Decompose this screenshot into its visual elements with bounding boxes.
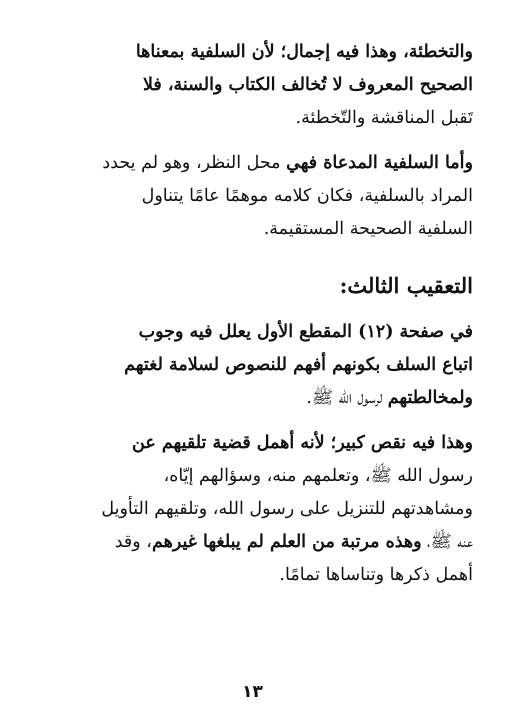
section-gap <box>32 246 473 268</box>
text-line: السلفية الصحيحة المستقيمة. <box>263 219 473 239</box>
text-line: الصحيح المعروف لا تُخالف الكتاب والسنة، فلا <box>142 75 473 95</box>
text-run: عنه ﷺ، <box>421 532 473 552</box>
text-line: في صفحة (١٢) المقطع الأول يعلل فيه وجوب <box>138 322 473 342</box>
text-line: المراد بالسلفية، فكان كلامه موهمًا عامًا يتناول <box>141 186 473 206</box>
paragraph-gap <box>32 415 473 427</box>
section-heading: التعقيب الثالث: <box>339 273 473 298</box>
text-run: لرسول الله ﷺ. <box>306 388 388 408</box>
paragraph-3 <box>32 316 473 415</box>
page-number: ١٣ <box>242 682 263 702</box>
bold-phrase: وأما السلفية المدعاة فهي <box>286 153 473 173</box>
text-run: ، وقد <box>114 532 152 552</box>
text-line: وهذا فيه نقص كبير؛ لأنه أهمل قضية تلقيهم عن <box>132 433 473 453</box>
page-body <box>32 36 473 676</box>
text-line: ومشاهدتهم للتنزيل على رسول الله، وتلقيهم التأويل <box>101 499 473 519</box>
paragraph-gap <box>32 304 473 316</box>
text-line <box>32 147 473 180</box>
paragraph-4 <box>32 427 473 592</box>
paragraph-2 <box>32 147 473 246</box>
text-line: رسول الله ﷺ، وتعلمهم منه، وسؤالهم إيّاه، <box>163 466 473 486</box>
text-run: محل النظر، وهو لم يحدد <box>102 153 287 173</box>
text-line <box>32 526 473 559</box>
text-line <box>32 382 473 415</box>
bold-phrase: وهذه مرتبة من العلم لم يبلغها غيرهم <box>151 532 422 552</box>
text-line: تَقبل المناقشة والتّخطئة. <box>295 108 473 128</box>
bold-phrase: ولمخالطتهم <box>387 388 473 408</box>
text-line: والتخطئة، وهذا فيه إجمال؛ لأن السلفية بمعناها <box>135 42 473 62</box>
paragraph-gap <box>32 135 473 147</box>
text-line: أهمل ذكرها وتناساها تمامًا. <box>279 565 473 585</box>
paragraph-1 <box>32 36 473 135</box>
text-line: اتباع السلف بكونهم أفهم للنصوص لسلامة لغتهم <box>124 355 473 375</box>
